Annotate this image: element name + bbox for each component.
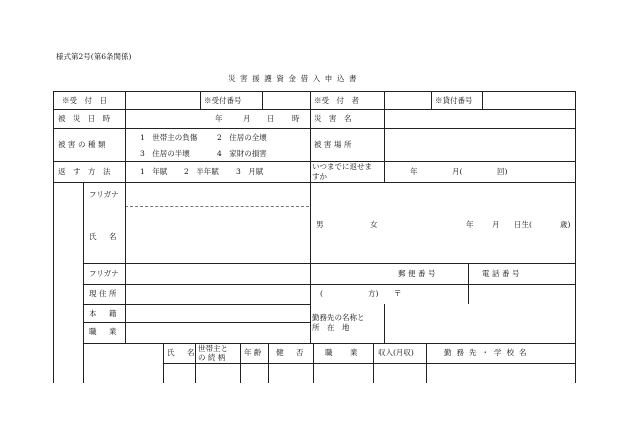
repay-until-label-2: すか — [312, 172, 327, 181]
damage-option-1: 1 世帯主の負傷 — [140, 133, 198, 142]
household-health-header: 健 否 — [276, 348, 306, 357]
disaster-name-label: 災 害 名 — [314, 114, 352, 123]
furigana-label: フリガナ — [89, 190, 119, 199]
registry-label: 本 籍 — [89, 309, 119, 318]
damage-option-4: 4 家財の損害 — [217, 149, 267, 158]
household-income-header: 収入(月収) — [378, 348, 414, 357]
postal-mark: 〒 — [394, 289, 402, 298]
address-paren-open: ( — [320, 289, 323, 298]
damage-option-2: 2 住居の全壊 — [217, 133, 267, 142]
receipt-number-label: ※受付番号 — [204, 96, 242, 105]
birth-year: 年 — [466, 220, 474, 229]
workplace-name-label: 勤務先の名称と — [312, 313, 365, 322]
birth-day: 日生( — [514, 220, 532, 229]
repay-method-3: 3 月賦 — [236, 167, 264, 176]
address-label: 現住所 — [89, 289, 119, 298]
disaster-date-label: 被 災 日 時 — [58, 114, 113, 123]
household-relation-header-2: の 続 柄 — [198, 353, 226, 362]
date-hour: 時 — [292, 114, 300, 123]
postal-code-label: 郵便番号 — [398, 269, 438, 278]
form-number: 様式第2号(第6条関係) — [56, 52, 132, 61]
household-name-header: 氏 名 — [167, 348, 197, 357]
household-job-header: 職 業 — [325, 348, 363, 357]
date-month: 月 — [243, 114, 251, 123]
receipt-date-label: ※受 付 日 — [62, 96, 107, 105]
damage-option-3: 3 住居の半壊 — [140, 149, 190, 158]
furigana-label-2: フリガナ — [89, 269, 119, 278]
occupation-label: 職 業 — [89, 327, 119, 336]
household-workplace-header: 勤務先・学校名 — [444, 348, 532, 357]
loan-number-label: ※貸付番号 — [435, 96, 473, 105]
until-month: 月( — [452, 167, 463, 176]
repay-method-1: 1 年賦 — [140, 167, 168, 176]
household-age-header: 年 齢 — [244, 348, 262, 357]
until-year: 年 — [410, 167, 418, 176]
name-label: 氏 名 — [89, 232, 119, 241]
address-paren-close: 方) — [368, 289, 379, 298]
form-title: 災害援護資金借入申込書 — [228, 74, 362, 83]
receiver-label: ※受 付 者 — [314, 96, 359, 105]
repay-until-label-1: いつまでに返せま — [312, 162, 372, 171]
damage-place-label: 被害場所 — [314, 140, 354, 149]
male-label: 男 — [316, 220, 324, 229]
age-label: 歳) — [560, 220, 571, 229]
repay-method-label: 返 す 方 法 — [58, 167, 111, 176]
female-label: 女 — [370, 220, 378, 229]
household-relation-header-1: 世帯主と — [198, 344, 228, 353]
birth-month: 月 — [492, 220, 500, 229]
date-year: 年 — [215, 114, 223, 123]
workplace-address-label: 所 在 地 — [312, 323, 350, 332]
repay-method-2: 2 半年賦 — [184, 167, 219, 176]
damage-type-label: 被害の種類 — [58, 140, 108, 149]
until-count: 回) — [497, 167, 508, 176]
phone-label: 電話番号 — [482, 269, 522, 278]
date-day: 日 — [267, 114, 275, 123]
